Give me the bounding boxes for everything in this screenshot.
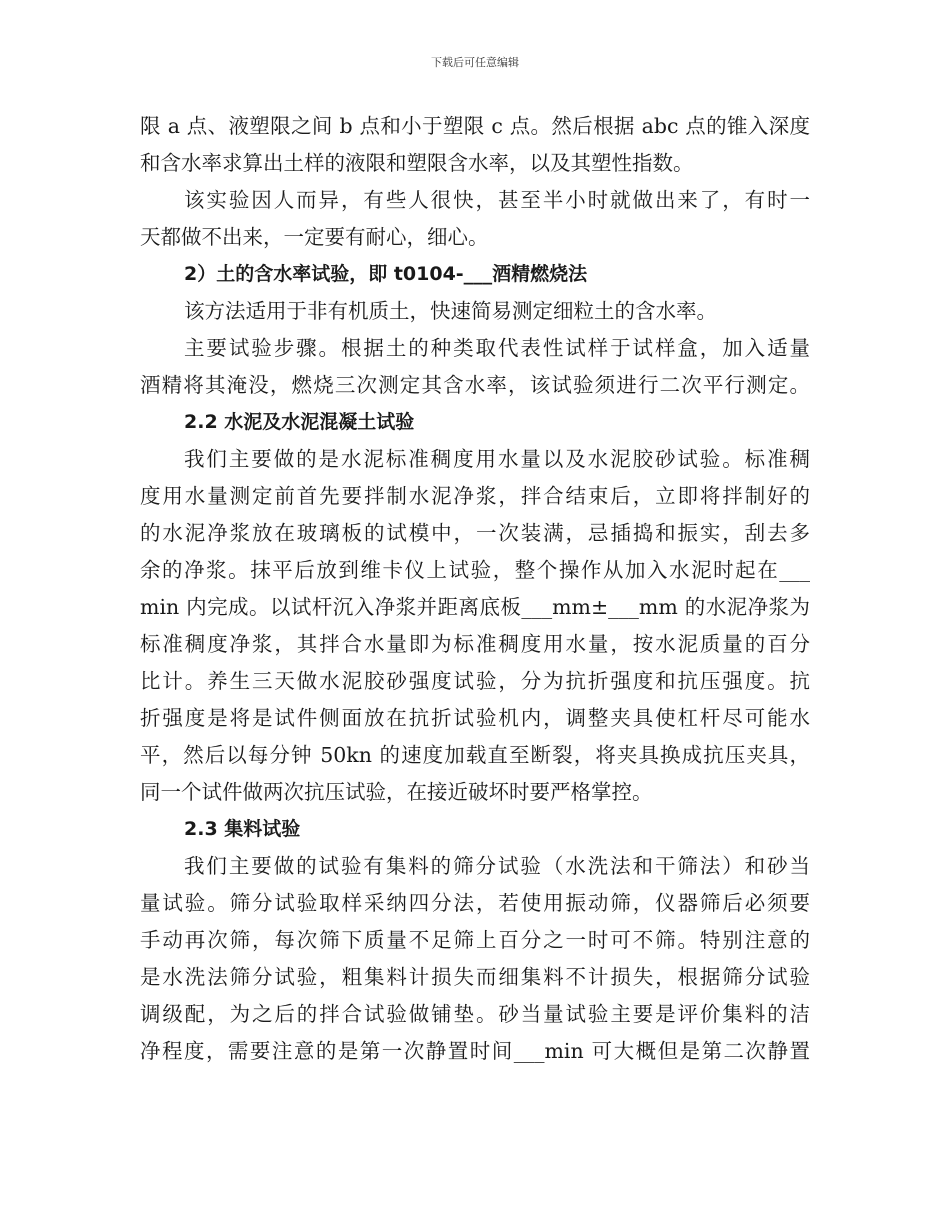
paragraph-line: 是水洗法筛分试验，粗集料计损失而细集料不计损失，根据筛分试验	[140, 965, 810, 989]
paragraph-line: 比计。养生三天做水泥胶砂强度试验，分为抗折强度和抗压强度。抗	[140, 669, 810, 693]
section-heading: 2）土的含水率试验，即 t0104-___酒精燃烧法	[184, 263, 588, 285]
section-heading: 2.3 集料试验	[184, 818, 301, 840]
paragraph-line: 余的净浆。抹平后放到维卡仪上试验，整个操作从加入水泥时起在___	[140, 558, 810, 582]
page-header: 下载后可任意编辑	[431, 56, 519, 69]
paragraph-line: 酒精将其淹没，燃烧三次测定其含水率，该试验须进行二次平行测定。	[140, 373, 810, 397]
paragraph-line: 调级配，为之后的拌合试验做铺垫。砂当量试验主要是评价集料的洁	[140, 1002, 810, 1026]
paragraph-line: 同一个试件做两次抗压试验，在接近破坏时要严格掌控。	[140, 780, 653, 804]
paragraph-line: 量试验。筛分试验取样采纳四分法，若使用振动筛，仪器筛后必须要	[140, 891, 810, 915]
paragraph-line: 限 a 点、液塑限之间 b 点和小于塑限 c 点。然后根据 abc 点的锥入深度	[140, 114, 810, 138]
paragraph-line: 该实验因人而异，有些人很快，甚至半小时就做出来了，有时一	[184, 188, 810, 212]
paragraph-line: 的水泥净浆放在玻璃板的试模中，一次装满，忌插捣和振实，刮去多	[140, 521, 810, 545]
paragraph-line: 标准稠度净浆，其拌合水量即为标准稠度用水量，按水泥质量的百分	[140, 632, 810, 656]
paragraph-line: 天都做不出来，一定要有耐心，细心。	[140, 225, 489, 249]
paragraph-line: 我们主要做的试验有集料的筛分试验（水洗法和干筛法）和砂当	[184, 854, 810, 878]
document-body	[140, 108, 810, 1070]
paragraph-line: 折强度是将是试件侧面放在抗折试验机内，调整夹具使杠杆尽可能水	[140, 706, 810, 730]
paragraph-line: 我们主要做的是水泥标准稠度用水量以及水泥胶砂试验。标准稠	[184, 447, 810, 471]
paragraph-line: 主要试验步骤。根据土的种类取代表性试样于试样盒，加入适量	[184, 336, 810, 360]
paragraph-line: min 内完成。以试杆沉入净浆并距离底板___mm±___mm 的水泥净浆为	[140, 595, 810, 619]
paragraph-line: 和含水率求算出土样的液限和塑限含水率，以及其塑性指数。	[140, 151, 694, 175]
paragraph-line: 手动再次筛，每次筛下质量不足筛上百分之一时可不筛。特别注意的	[140, 928, 810, 952]
paragraph-line: 净程度，需要注意的是第一次静置时间___min 可大概但是第二次静置	[140, 1039, 810, 1063]
paragraph-line: 该方法适用于非有机质土，快速简易测定细粒土的含水率。	[184, 299, 717, 323]
paragraph-line: 度用水量测定前首先要拌制水泥净浆，拌合结束后，立即将拌制好的	[140, 484, 810, 508]
paragraph-line: 平，然后以每分钟 50kn 的速度加载直至断裂，将夹具换成抗压夹具，	[140, 743, 810, 767]
section-heading: 2.2 水泥及水泥混凝土试验	[184, 411, 415, 433]
